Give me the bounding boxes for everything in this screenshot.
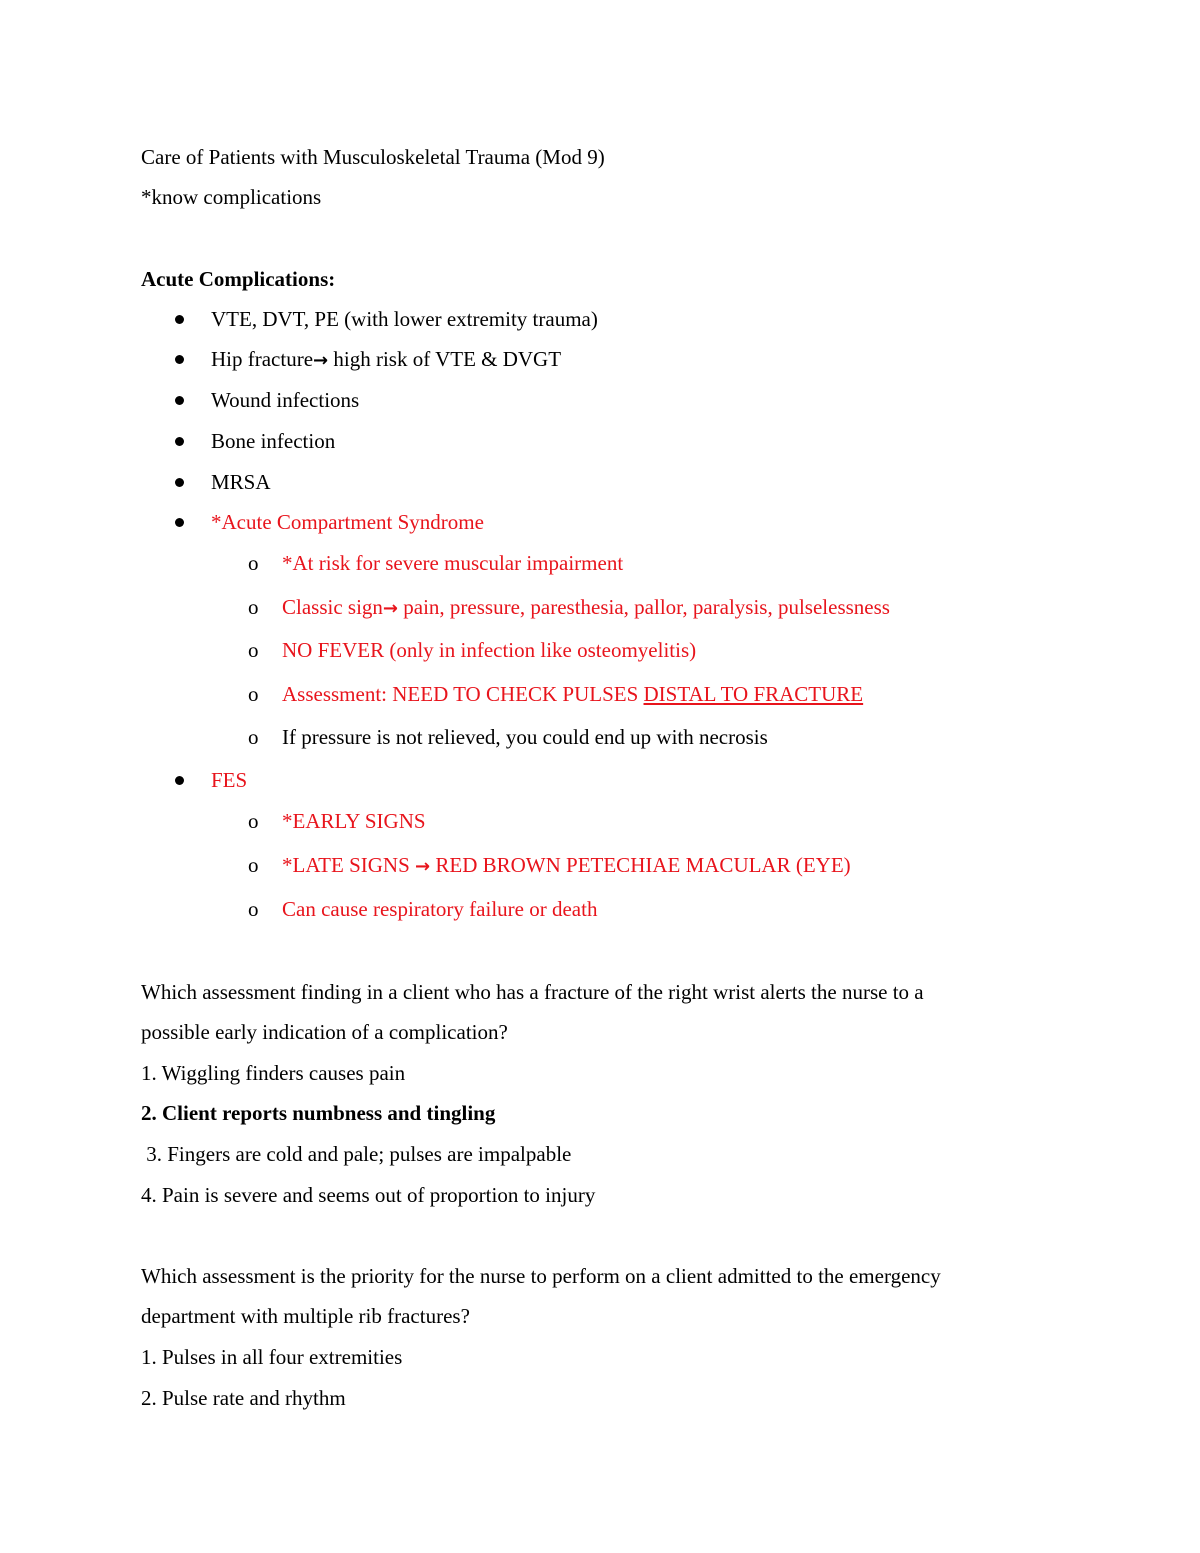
bullet-icon [175,776,184,785]
list-item: *Acute Compartment Syndrome [211,510,484,534]
sub-list-item: Classic sign→ pain, pressure, paresthesia, pallor, paralysis, pulselessness [282,595,890,619]
bullet-icon [175,437,184,446]
study-note: *know complications [141,185,322,209]
bullet-icon [175,315,184,324]
right-arrow-icon: → [415,856,431,877]
right-arrow-icon: → [313,350,329,371]
question-text: department with multiple rib fractures? [141,1304,470,1328]
section-heading: Acute Complications: [141,267,336,291]
bullet-icon [175,355,184,364]
sub-bullet-marker: o [248,551,259,575]
sub-bullet-marker: o [248,595,259,619]
sub-list-item: *At risk for severe muscular impairment [282,551,624,575]
sub-list-item: *EARLY SIGNS [282,809,426,833]
right-arrow-icon: → [382,598,399,619]
sub-list-item: *LATE SIGNS → RED BROWN PETECHIAE MACULAR (EYE) [282,853,851,877]
sub-list-item: NO FEVER (only in infection like osteomyelitis) [282,638,697,662]
sub-list-item: Can cause respiratory failure or death [282,897,598,921]
underlined-emphasis: DISTAL TO FRACTURE [643,682,864,706]
bullet-icon [175,396,184,405]
sub-bullet-marker: o [248,853,259,877]
sub-bullet-marker: o [248,897,259,921]
list-item: FES [211,768,248,792]
answer-option: 2. Pulse rate and rhythm [141,1386,346,1410]
question-text: Which assessment finding in a client who has a fracture of the right wrist alerts the nurse to a [141,980,924,1004]
sub-bullet-marker: o [248,809,259,833]
list-item: MRSA [211,470,271,494]
question-text: Which assessment is the priority for the nurse to perform on a client admitted to the emergency [141,1264,941,1288]
correct-answer-option: 2. Client reports numbness and tingling [141,1101,496,1125]
answer-option: 3. Fingers are cold and pale; pulses are impalpable [141,1142,572,1166]
sub-list-item: If pressure is not relieved, you could end up with necrosis [282,725,768,749]
answer-option: 1. Wiggling finders causes pain [141,1061,406,1085]
answer-option: 4. Pain is severe and seems out of proportion to injury [141,1183,596,1207]
list-item: Wound infections [211,388,360,412]
sub-bullet-marker: o [248,682,259,706]
bullet-icon [175,478,184,487]
sub-bullet-marker: o [248,638,259,662]
sub-bullet-marker: o [248,725,259,749]
list-item: Hip fracture→ high risk of VTE & DVGT [211,347,562,371]
sub-list-item: Assessment: NEED TO CHECK PULSES DISTAL TO FRACTURE [282,682,864,706]
document-title: Care of Patients with Musculoskeletal Trauma (Mod 9) [141,145,605,169]
answer-option: 1. Pulses in all four extremities [141,1345,403,1369]
list-item: Bone infection [211,429,336,453]
bullet-icon [175,518,184,527]
question-text: possible early indication of a complication? [141,1020,508,1044]
list-item: VTE, DVT, PE (with lower extremity trauma) [211,307,598,331]
